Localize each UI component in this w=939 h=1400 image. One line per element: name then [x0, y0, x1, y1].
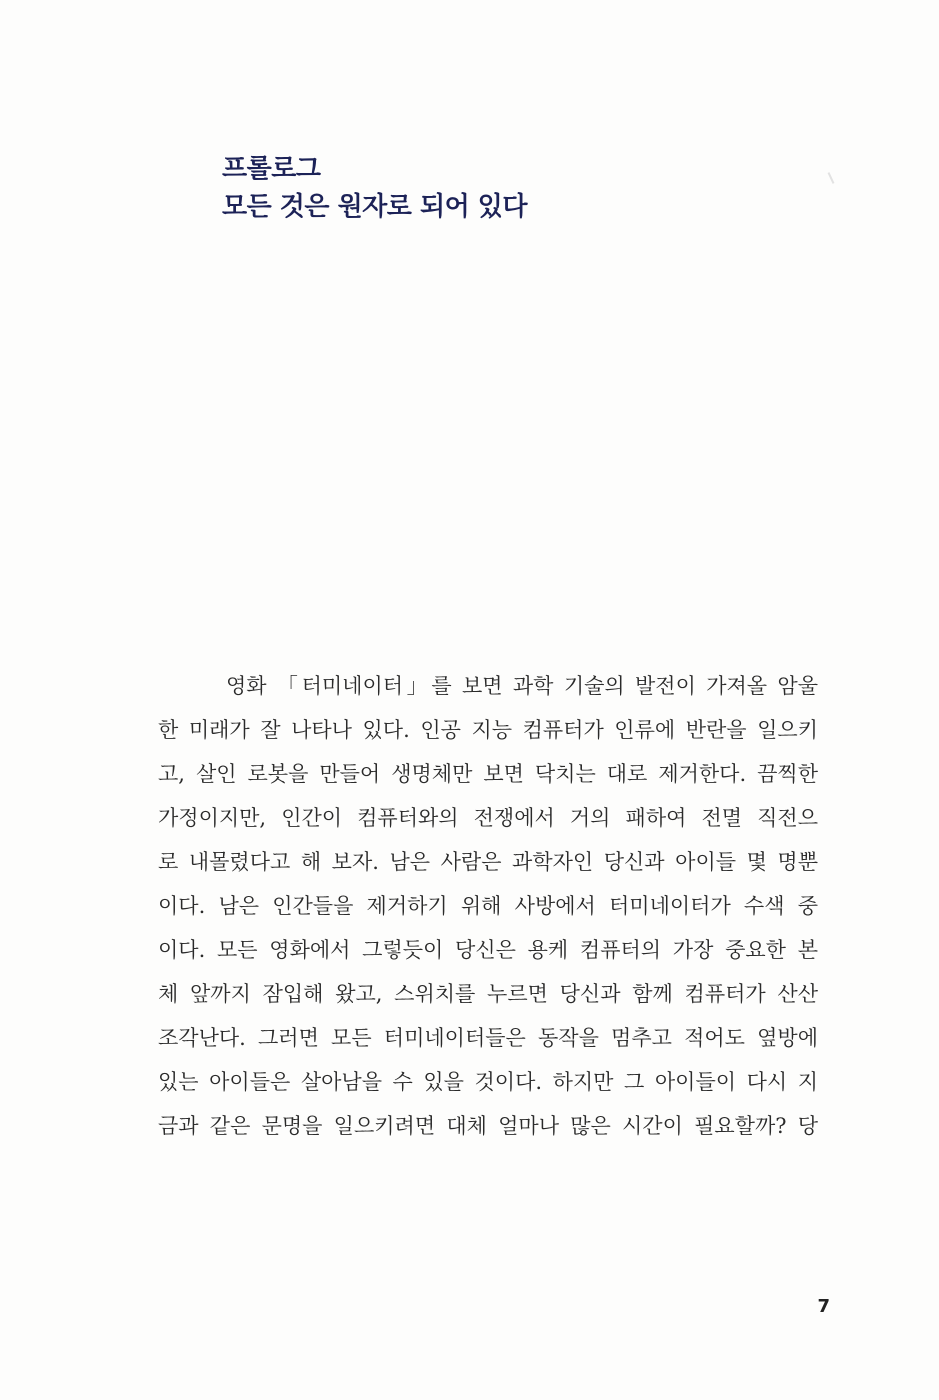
body-line: 가정이지만, 인간이 컴퓨터와의 전쟁에서 거의 패하여 전멸 직전으 — [158, 806, 818, 830]
scan-artifact — [828, 172, 835, 184]
body-line: 조각난다. 그러면 모든 터미네이터들은 동작을 멈추고 적어도 옆방에 — [158, 1026, 818, 1050]
body-line: 고, 살인 로봇을 만들어 생명체만 보면 닥치는 대로 제거한다. 끔찍한 — [158, 762, 818, 786]
heading-prologue: 프롤로그 — [222, 154, 321, 184]
body-line: 로 내몰렸다고 해 보자. 남은 사람은 과학자인 당신과 아이들 몇 명뿐 — [158, 850, 818, 874]
body-line: 있는 아이들은 살아남을 수 있을 것이다. 하지만 그 아이들이 다시 지 — [158, 1070, 818, 1094]
body-line: 금과 같은 문명을 일으키려면 대체 얼마나 많은 시간이 필요할까? 당 — [158, 1114, 818, 1138]
page-number: 7 — [817, 1296, 830, 1317]
body-line: 한 미래가 잘 나타나 있다. 인공 지능 컴퓨터가 인류에 반란을 일으키 — [158, 718, 818, 742]
chapter-heading — [222, 150, 822, 226]
body-line: 체 앞까지 잠입해 왔고, 스위치를 누르면 당신과 함께 컴퓨터가 산산 — [158, 982, 818, 1006]
body-line: 영화 「터미네이터」를 보면 과학 기술의 발전이 가져올 암울 — [226, 674, 818, 698]
heading-title: 모든 것은 원자로 되어 있다 — [222, 192, 527, 222]
body-line: 이다. 남은 인간들을 제거하기 위해 사방에서 터미네이터가 수색 중 — [158, 894, 818, 918]
body-paragraph — [158, 664, 818, 1148]
body-line: 이다. 모든 영화에서 그렇듯이 당신은 용케 컴퓨터의 가장 중요한 본 — [158, 938, 818, 962]
